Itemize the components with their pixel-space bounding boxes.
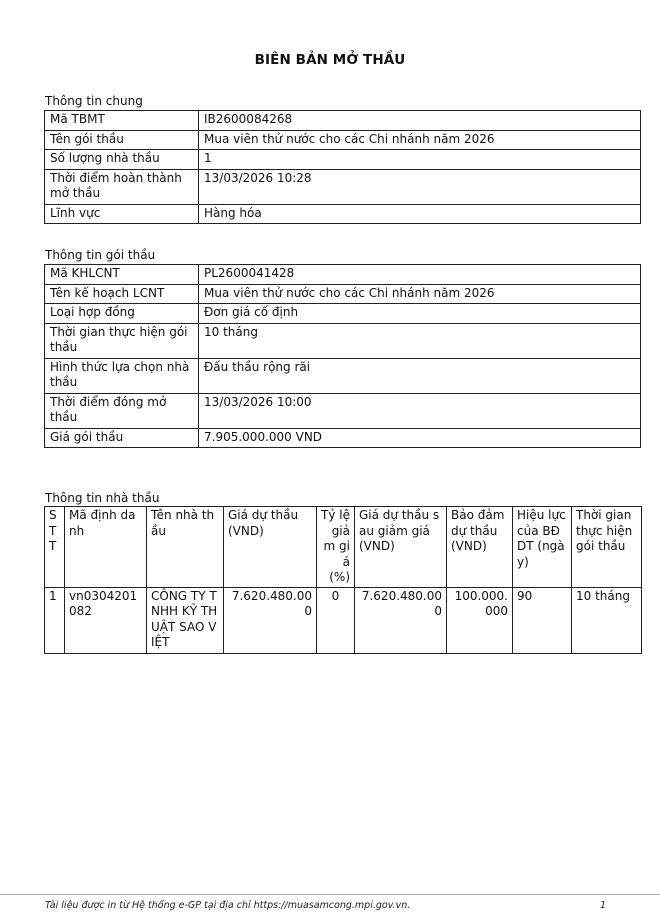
field-label: Thời điểm đóng mở thầu bbox=[45, 393, 199, 428]
column-header-stt: STT bbox=[45, 507, 65, 588]
bidders-info-heading: Thông tin nhà thầu bbox=[45, 491, 160, 505]
field-value: 13/03/2026 10:28 bbox=[199, 169, 641, 204]
table-row bbox=[45, 358, 641, 393]
field-label: Giá gói thầu bbox=[45, 428, 199, 448]
column-header-discount: Tỷ lệ giảm giá (%) bbox=[317, 507, 355, 588]
cell-id: vn0304201082 bbox=[65, 587, 147, 653]
column-header-bid-price: Giá dự thầu (VND) bbox=[224, 507, 317, 588]
cell-bid-price: 7.620.480.000 bbox=[224, 587, 317, 653]
column-header-validity: Hiệu lực của BĐ DT (ngày) bbox=[513, 507, 572, 588]
field-value: Đơn giá cố định bbox=[199, 304, 641, 324]
document-title: BIÊN BẢN MỞ THẦU bbox=[254, 52, 406, 68]
field-value: Đấu thầu rộng rãi bbox=[199, 358, 641, 393]
field-value: 1 bbox=[199, 150, 641, 170]
bidders-table bbox=[44, 506, 642, 654]
field-label: Mã KHLCNT bbox=[45, 265, 199, 285]
field-value: 7.905.000.000 VND bbox=[199, 428, 641, 448]
field-value: IB2600084268 bbox=[199, 111, 641, 131]
footer-divider bbox=[0, 894, 660, 895]
field-value: 10 tháng bbox=[199, 323, 641, 358]
general-info-table bbox=[44, 110, 641, 224]
table-row bbox=[45, 204, 641, 224]
column-header-discounted-price: Giá dự thầu sau giảm giá (VND) bbox=[355, 507, 447, 588]
field-value: Mua viên thử nước cho các Chi nhánh năm 2026 bbox=[199, 284, 641, 304]
table-row bbox=[45, 587, 642, 653]
general-info-heading: Thông tin chung bbox=[45, 94, 143, 108]
field-value: 13/03/2026 10:00 bbox=[199, 393, 641, 428]
column-header-bid-security: Bảo đảm dự thầu (VND) bbox=[447, 507, 513, 588]
table-row bbox=[45, 428, 641, 448]
table-row bbox=[45, 284, 641, 304]
table-header-row bbox=[45, 507, 642, 588]
cell-validity: 90 bbox=[513, 587, 572, 653]
field-label: Tên gói thầu bbox=[45, 130, 199, 150]
field-label: Loại hợp đồng bbox=[45, 304, 199, 324]
field-value: Hàng hóa bbox=[199, 204, 641, 224]
field-label: Lĩnh vực bbox=[45, 204, 199, 224]
field-value: Mua viên thử nước cho các Chi nhánh năm 2026 bbox=[199, 130, 641, 150]
package-info-table bbox=[44, 264, 641, 448]
field-label: Số lượng nhà thầu bbox=[45, 150, 199, 170]
footer-note: Tài liệu được in từ Hệ thống e-GP tại địa chỉ https://muasamcong.mpi.gov.vn. bbox=[45, 900, 411, 911]
table-row bbox=[45, 304, 641, 324]
table-row bbox=[45, 265, 641, 285]
field-value: PL2600041428 bbox=[199, 265, 641, 285]
cell-name: CÔNG TY TNHH KỸ THUẬT SAO VIỆT bbox=[147, 587, 224, 653]
cell-discounted-price: 7.620.480.000 bbox=[355, 587, 447, 653]
cell-duration: 10 tháng bbox=[572, 587, 642, 653]
field-label: Thời gian thực hiện gói thầu bbox=[45, 323, 199, 358]
column-header-name: Tên nhà thầu bbox=[147, 507, 224, 588]
cell-bid-security: 100.000.000 bbox=[447, 587, 513, 653]
table-row bbox=[45, 111, 641, 131]
table-row bbox=[45, 150, 641, 170]
table-row bbox=[45, 169, 641, 204]
field-label: Tên kế hoạch LCNT bbox=[45, 284, 199, 304]
cell-stt: 1 bbox=[45, 587, 65, 653]
table-row bbox=[45, 323, 641, 358]
column-header-duration: Thời gian thực hiện gói thầu bbox=[572, 507, 642, 588]
package-info-heading: Thông tin gói thầu bbox=[45, 248, 156, 262]
page-number: 1 bbox=[600, 900, 607, 911]
cell-discount: 0 bbox=[317, 587, 355, 653]
field-label: Mã TBMT bbox=[45, 111, 199, 131]
column-header-id: Mã định danh bbox=[65, 507, 147, 588]
table-row bbox=[45, 393, 641, 428]
field-label: Thời điểm hoàn thành mở thầu bbox=[45, 169, 199, 204]
field-label: Hình thức lựa chọn nhà thầu bbox=[45, 358, 199, 393]
table-row bbox=[45, 130, 641, 150]
